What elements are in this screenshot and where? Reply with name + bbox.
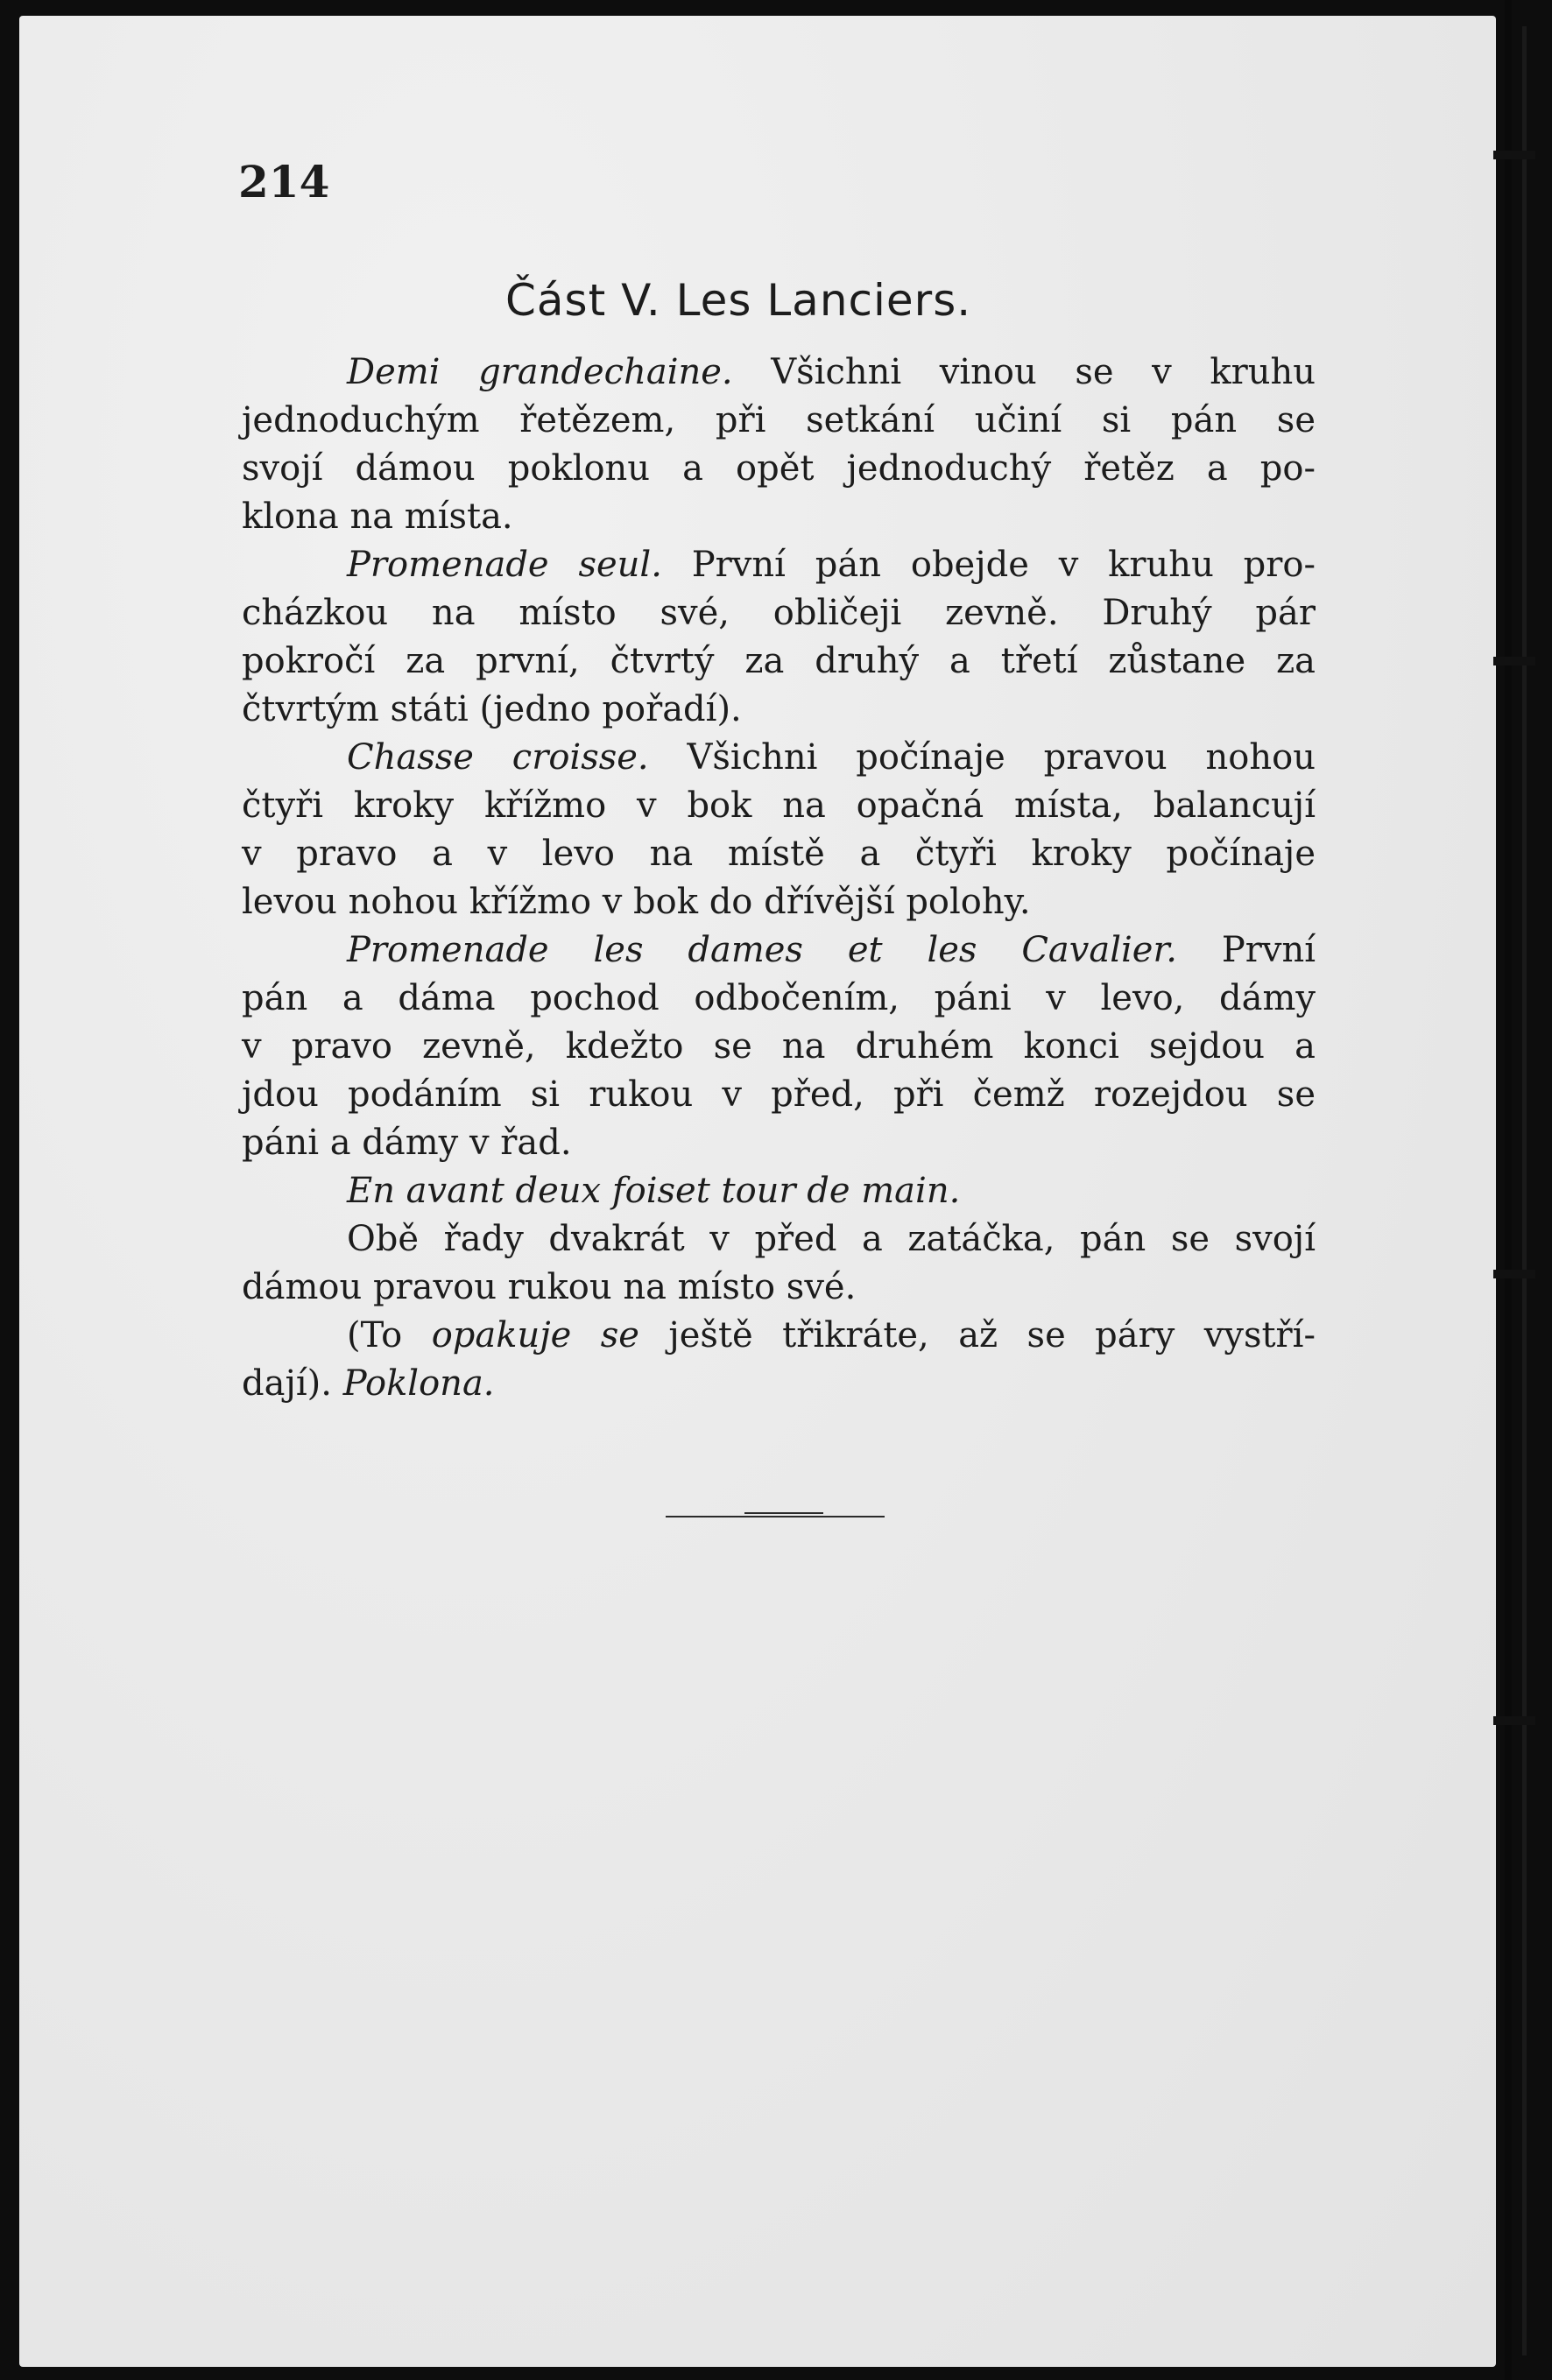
page-number: 214 bbox=[238, 156, 330, 208]
line-text: První bbox=[1176, 930, 1316, 970]
line-text: Všichni počínaje pravou nohou bbox=[648, 737, 1316, 778]
line-text: ještě třikráte, až se páry vystří- bbox=[638, 1315, 1316, 1355]
text-line bbox=[242, 1312, 1316, 1360]
text-line: levou nohou křížmo v bok do dřívější polohy. bbox=[242, 882, 1031, 922]
text-line bbox=[242, 1167, 1316, 1215]
term-italic: En avant deux foiset tour de main. bbox=[347, 1171, 961, 1211]
term-italic: Promenade les dames et les Cavalier. bbox=[347, 930, 1177, 970]
text-line bbox=[242, 1360, 1316, 1408]
term-italic: opakuje se bbox=[431, 1315, 639, 1355]
end-rule bbox=[666, 1516, 885, 1517]
binding-line bbox=[1522, 26, 1527, 2355]
text-line bbox=[242, 349, 1316, 397]
term-italic: Poklona. bbox=[342, 1363, 495, 1404]
binding-mark bbox=[1493, 1716, 1535, 1725]
end-rule-center bbox=[744, 1512, 823, 1514]
line-text: Všichni vinou se v kruhu bbox=[732, 352, 1316, 392]
text-line: v pravo zevně, kdežto se na druhém konci sejdou a bbox=[242, 1026, 1316, 1067]
text-line bbox=[242, 541, 1316, 589]
binding-mark bbox=[1493, 1270, 1535, 1278]
text-line: Obě řady dvakrát v před a zatáčka, pán se svojí bbox=[347, 1219, 1316, 1259]
body-text bbox=[242, 349, 1316, 1408]
line-text: (To bbox=[347, 1315, 432, 1355]
text-line: svojí dámou poklonu a opět jednoduchý řetěz a po- bbox=[242, 448, 1316, 489]
text-line bbox=[242, 926, 1316, 975]
line-text: První pán obejde v kruhu pro- bbox=[661, 545, 1316, 585]
text-line: v pravo a v levo na místě a čtyři kroky počínaje bbox=[242, 834, 1316, 874]
binding-mark bbox=[1493, 657, 1535, 665]
text-line: pokročí za první, čtvrtý za druhý a třetí zůstane za bbox=[242, 641, 1316, 681]
text-line: pán a dáma pochod odbočením, páni v levo, dámy bbox=[242, 978, 1316, 1018]
term-italic: Chasse croisse. bbox=[347, 737, 649, 778]
section-heading: Část V. Les Lanciers. bbox=[505, 275, 972, 326]
book-spine-edge bbox=[1505, 0, 1512, 2380]
text-line: klona na místa. bbox=[242, 496, 513, 537]
text-line: čtyři kroky křížmo v bok na opačná místa, balancují bbox=[242, 785, 1316, 826]
text-line: cházkou na místo své, obličeji zevně. Druhý pár bbox=[242, 593, 1316, 633]
text-line: dámou pravou rukou na místo své. bbox=[242, 1267, 857, 1307]
term-italic: Promenade seul. bbox=[347, 545, 662, 585]
term-italic: Demi grandechaine. bbox=[347, 352, 733, 392]
text-line: páni a dámy v řad. bbox=[242, 1123, 572, 1163]
text-line bbox=[242, 734, 1316, 782]
text-line: jednoduchým řetězem, při setkání učiní si pán se bbox=[242, 400, 1316, 440]
text-line: jdou podáním si rukou v před, při čemž rozejdou se bbox=[242, 1074, 1316, 1115]
binding-mark bbox=[1493, 151, 1535, 159]
line-text: dají). bbox=[242, 1363, 343, 1404]
text-line: čtvrtým státi (jedno pořadí). bbox=[242, 689, 742, 729]
